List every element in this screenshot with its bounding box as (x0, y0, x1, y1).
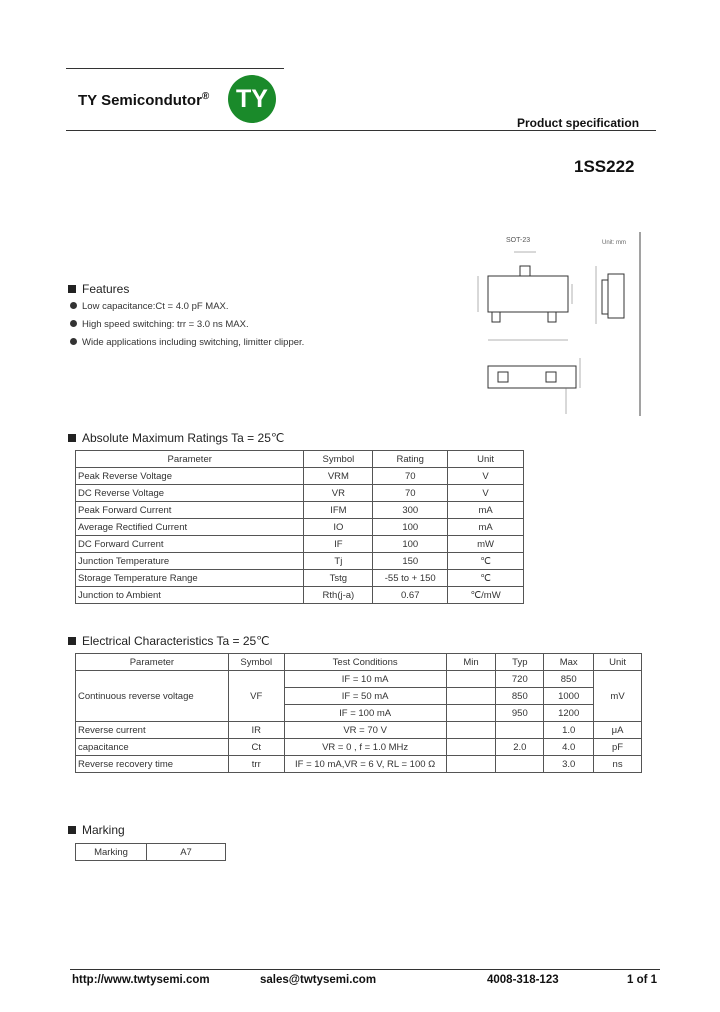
cell-symbol: VF (228, 671, 284, 722)
column-header: Max (544, 654, 594, 671)
cell-condition: IF = 50 mA (284, 688, 446, 705)
cell-symbol: IO (304, 519, 373, 536)
part-number: 1SS222 (574, 157, 635, 176)
feature-item (70, 319, 249, 330)
elec-table (75, 653, 642, 773)
cell-symbol: IFM (304, 502, 373, 519)
cell-unit: ℃/mW (448, 587, 524, 604)
feature-item (70, 337, 304, 348)
doc-type: Product specification (517, 116, 640, 130)
cell-rating: -55 to + 150 (373, 570, 448, 587)
bullet-icon (70, 302, 77, 309)
column-header: Test Conditions (284, 654, 446, 671)
cell-symbol: Rth(j-a) (304, 587, 373, 604)
footer-phone: 4008-318-123 (487, 974, 559, 986)
features-title: Features (82, 282, 130, 296)
abs-max-title: Absolute Maximum Ratings Ta = 25℃ (82, 431, 285, 445)
footer-page: 1 of 1 (627, 974, 658, 986)
company-logo (228, 75, 276, 123)
square-bullet-icon (68, 285, 76, 293)
table-row (76, 570, 524, 587)
column-header: Symbol (304, 451, 373, 468)
footer-email[interactable]: sales@twtysemi.com (260, 974, 377, 986)
cell-max: 3.0 (544, 756, 594, 773)
cell-unit: mV (594, 671, 642, 722)
column-header: Unit (448, 451, 524, 468)
cell-parameter: Reverse current (76, 722, 229, 739)
cell-condition: VR = 70 V (284, 722, 446, 739)
cell-rating: 0.67 (373, 587, 448, 604)
cell-parameter: Peak Forward Current (76, 502, 304, 519)
cell-rating: 300 (373, 502, 448, 519)
table-row (76, 519, 524, 536)
cell-unit: ℃ (448, 553, 524, 570)
table-row (76, 756, 642, 773)
table-row (76, 671, 642, 688)
column-header: Symbol (228, 654, 284, 671)
abs-max-table (75, 450, 524, 604)
elec-title: Electrical Characteristics Ta = 25℃ (82, 634, 270, 648)
header-top-rule (66, 68, 284, 69)
company-name-text: TY Semicondutor (78, 92, 202, 109)
cell-min (446, 756, 496, 773)
cell-typ: 950 (496, 705, 544, 722)
cell-max: 1200 (544, 705, 594, 722)
header-rule (66, 130, 656, 131)
column-header: Parameter (76, 654, 229, 671)
cell-parameter: Average Rectified Current (76, 519, 304, 536)
cell-max: 1.0 (544, 722, 594, 739)
cell-parameter: DC Reverse Voltage (76, 485, 304, 502)
cell-unit: ns (594, 756, 642, 773)
feature-text: Wide applications including switching, limitter clipper. (82, 337, 305, 348)
cell-condition: VR = 0 , f = 1.0 MHz (284, 739, 446, 756)
marking-title: Marking (82, 823, 125, 837)
cell-max: 1000 (544, 688, 594, 705)
cell-condition: IF = 10 mA (284, 671, 446, 688)
company-name (78, 91, 209, 109)
cell-typ: 850 (496, 688, 544, 705)
cell-min (446, 705, 496, 722)
cell-unit: ℃ (448, 570, 524, 587)
cell-min (446, 688, 496, 705)
package-name: SOT-23 (506, 237, 531, 244)
table-header-row (76, 451, 524, 468)
cell-parameter: DC Forward Current (76, 536, 304, 553)
cell-min (446, 722, 496, 739)
cell-parameter: Continuous reverse voltage (76, 671, 229, 722)
table-row (76, 553, 524, 570)
cell-typ (496, 722, 544, 739)
bullet-icon (70, 338, 77, 345)
cell-unit: μA (594, 722, 642, 739)
table-row (76, 485, 524, 502)
cell-max: 850 (544, 671, 594, 688)
marking-table (75, 843, 226, 861)
cell-rating: 70 (373, 468, 448, 485)
cell-min (446, 739, 496, 756)
cell-unit: pF (594, 739, 642, 756)
cell-min (446, 671, 496, 688)
cell-parameter: Reverse recovery time (76, 756, 229, 773)
cell-unit: mA (448, 502, 524, 519)
cell-symbol: Tstg (304, 570, 373, 587)
table-row (76, 739, 642, 756)
bullet-icon (70, 320, 77, 327)
table-row (76, 468, 524, 485)
footer-rule (70, 969, 660, 970)
logo-text: TY (236, 85, 268, 113)
registered-mark: ® (201, 91, 210, 102)
cell-rating: 150 (373, 553, 448, 570)
feature-text: High speed switching: trr = 3.0 ns MAX. (82, 319, 249, 330)
cell-symbol: trr (228, 756, 284, 773)
column-header: Typ (496, 654, 544, 671)
column-header: Unit (594, 654, 642, 671)
cell-condition: IF = 10 mA,VR = 6 V, RL = 100 Ω (284, 756, 446, 773)
cell-rating: 70 (373, 485, 448, 502)
cell-symbol: VR (304, 485, 373, 502)
cell-unit: mW (448, 536, 524, 553)
marking-heading (68, 823, 125, 837)
elec-heading (68, 634, 270, 648)
cell-parameter: Junction to Ambient (76, 587, 304, 604)
cell-typ: 2.0 (496, 739, 544, 756)
cell-unit: V (448, 468, 524, 485)
cell-parameter: Peak Reverse Voltage (76, 468, 304, 485)
cell-symbol: Tj (304, 553, 373, 570)
cell-typ: 720 (496, 671, 544, 688)
cell-parameter: Storage Temperature Range (76, 570, 304, 587)
cell-typ (496, 756, 544, 773)
column-header: Rating (373, 451, 448, 468)
table-header-row (76, 654, 642, 671)
column-header: Parameter (76, 451, 304, 468)
abs-max-heading (68, 431, 284, 445)
marking-label: Marking (76, 844, 147, 861)
cell-unit: mA (448, 519, 524, 536)
footer-website[interactable]: http://www.twtysemi.com (72, 974, 210, 986)
marking-value: A7 (147, 844, 226, 861)
cell-symbol: IR (228, 722, 284, 739)
features-heading (68, 282, 129, 296)
cell-rating: 100 (373, 519, 448, 536)
square-bullet-icon (68, 637, 76, 645)
table-row (76, 722, 642, 739)
cell-condition: IF = 100 mA (284, 705, 446, 722)
square-bullet-icon (68, 434, 76, 442)
column-header: Min (446, 654, 496, 671)
square-bullet-icon (68, 826, 76, 834)
cell-max: 4.0 (544, 739, 594, 756)
table-row (76, 502, 524, 519)
cell-symbol: IF (304, 536, 373, 553)
cell-symbol: VRM (304, 468, 373, 485)
cell-unit: V (448, 485, 524, 502)
table-row (76, 587, 524, 604)
unit-label: Unit: mm (602, 240, 626, 246)
cell-symbol: Ct (228, 739, 284, 756)
cell-rating: 100 (373, 536, 448, 553)
package-outline-drawing (470, 228, 650, 418)
table-row (76, 536, 524, 553)
feature-text: Low capacitance:Ct = 4.0 pF MAX. (82, 301, 229, 312)
table-row (76, 844, 226, 861)
feature-item (70, 301, 229, 312)
cell-parameter: capacitance (76, 739, 229, 756)
cell-parameter: Junction Temperature (76, 553, 304, 570)
